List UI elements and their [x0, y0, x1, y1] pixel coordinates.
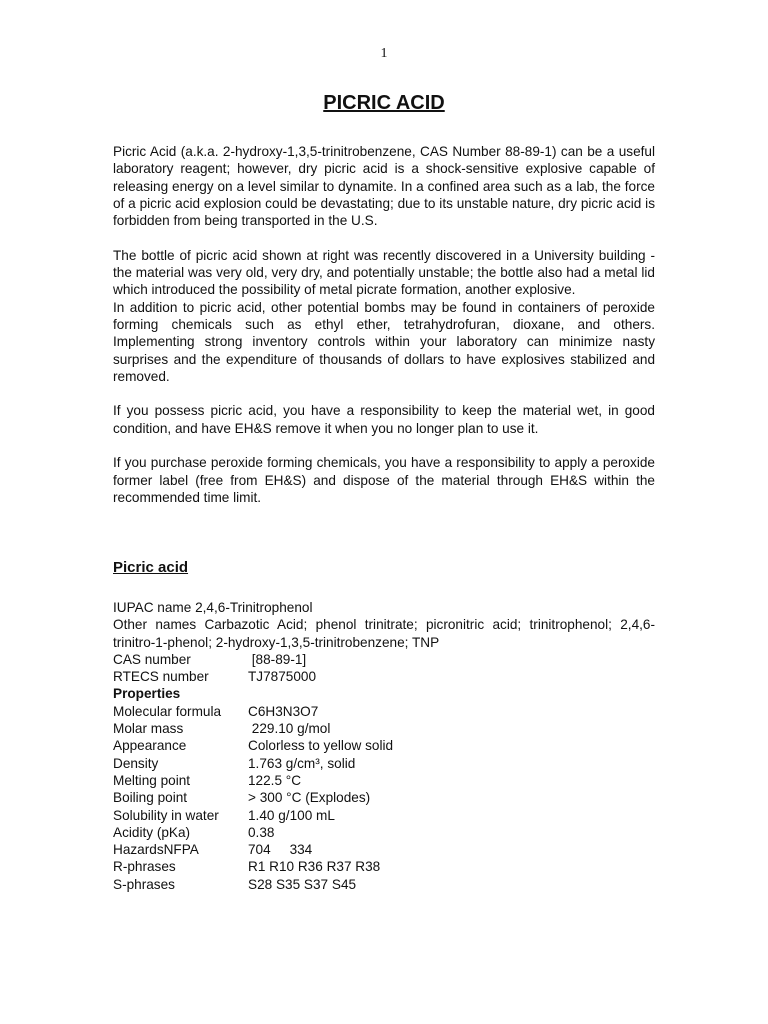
row-key: RTECS number — [113, 669, 209, 685]
properties-block — [113, 599, 655, 893]
paragraph-bottle: The bottle of picric acid shown at right was recently discovered in a University building - the material was very old, very dry, and potentially unstable; the bottle also had a metal lid which introduced the possibility of metal picrate formation, another explosive. — [113, 247, 655, 298]
row-key: Boiling point — [113, 790, 188, 806]
section-heading: Picric acid — [113, 559, 189, 576]
page-number: 1 — [380, 46, 388, 61]
paragraph-purchase: If you purchase peroxide forming chemicals, you have a responsibility to apply a peroxide former label (free from EH&S) and dispose of the material through EH&S within the recommended time limit. — [113, 455, 655, 505]
paragraph-peroxides: In addition to picric acid, other potential bombs may be found in containers of peroxide forming chemicals such as ethyl ether, tetrahydrofuran, dioxane, and others. Implementing strong inventory controls within your laboratory can minimize nasty surprises and the expenditure of thousands of dollars to have explosives stabilized and removed. — [113, 299, 655, 384]
row-value: > 300 °C (Explodes) — [248, 790, 371, 806]
property-row — [113, 755, 655, 772]
row-value: 1.40 g/100 mL — [248, 807, 335, 823]
row-value: TJ7875000 — [248, 669, 317, 685]
row-key: Solubility in water — [113, 807, 219, 823]
row-value: 122.5 °C — [248, 772, 302, 788]
property-row — [113, 789, 655, 806]
property-row — [113, 703, 655, 720]
property-row — [113, 772, 655, 789]
page-title: PICRIC ACID — [323, 92, 445, 114]
row-value: 229.10 g/mol — [248, 721, 331, 737]
row-key: Density — [113, 755, 159, 771]
row-key: R-phrases — [113, 859, 176, 875]
row-key: Appearance — [113, 738, 187, 754]
row-key: Molar mass — [113, 721, 184, 737]
row-value: C6H3N3O7 — [248, 703, 319, 719]
row-key: CAS number — [113, 651, 191, 667]
identifier-row — [113, 651, 655, 668]
property-row — [113, 807, 655, 824]
row-key: Molecular formula — [113, 703, 222, 719]
property-row — [113, 841, 655, 858]
paragraph-intro: Picric Acid (a.k.a. 2-hydroxy-1,3,5-trinitrobenzene, CAS Number 88-89-1) can be a useful laboratory reagent; however, dry picric acid is a shock-sensitive explosive capable of releasing energy on a level similar to dynamite. In a confined area such as a lab, the force of a picric acid explosion could be devastating; due to its unstable nature, dry picric acid is forbidden from being transported in the U.S. — [113, 144, 655, 229]
property-row — [113, 737, 655, 754]
property-row — [113, 876, 655, 893]
other-names: Other names Carbazotic Acid; phenol trinitrate; picronitric acid; trinitrophenol; 2,4,6-trinitro-1-phenol; 2-hydroxy-1,3,5-trinitrobenzene; TNP — [113, 617, 655, 650]
intro-text — [113, 143, 655, 506]
properties-heading: Properties — [113, 686, 181, 702]
row-value: 1.763 g/cm³, solid — [248, 755, 356, 771]
identifier-row — [113, 668, 655, 685]
iupac-name: IUPAC name 2,4,6-Trinitrophenol — [113, 600, 313, 615]
row-value: 704 334 — [248, 842, 313, 858]
row-key: HazardsNFPA — [113, 842, 199, 858]
row-key: Acidity (pKa) — [113, 824, 191, 840]
row-value: [88-89-1] — [248, 651, 307, 667]
property-row — [113, 720, 655, 737]
row-key: S-phrases — [113, 876, 175, 892]
row-value: S28 S35 S37 S45 — [248, 876, 357, 892]
property-row — [113, 824, 655, 841]
paragraph-possession: If you possess picric acid, you have a responsibility to keep the material wet, in good condition, and have EH&S remove it when you no longer plan to use it. — [113, 403, 655, 436]
row-value: Colorless to yellow solid — [248, 738, 394, 754]
row-value: R1 R10 R36 R37 R38 — [248, 859, 381, 875]
row-key: Melting point — [113, 772, 191, 788]
row-value: 0.38 — [248, 824, 275, 840]
property-row — [113, 858, 655, 875]
